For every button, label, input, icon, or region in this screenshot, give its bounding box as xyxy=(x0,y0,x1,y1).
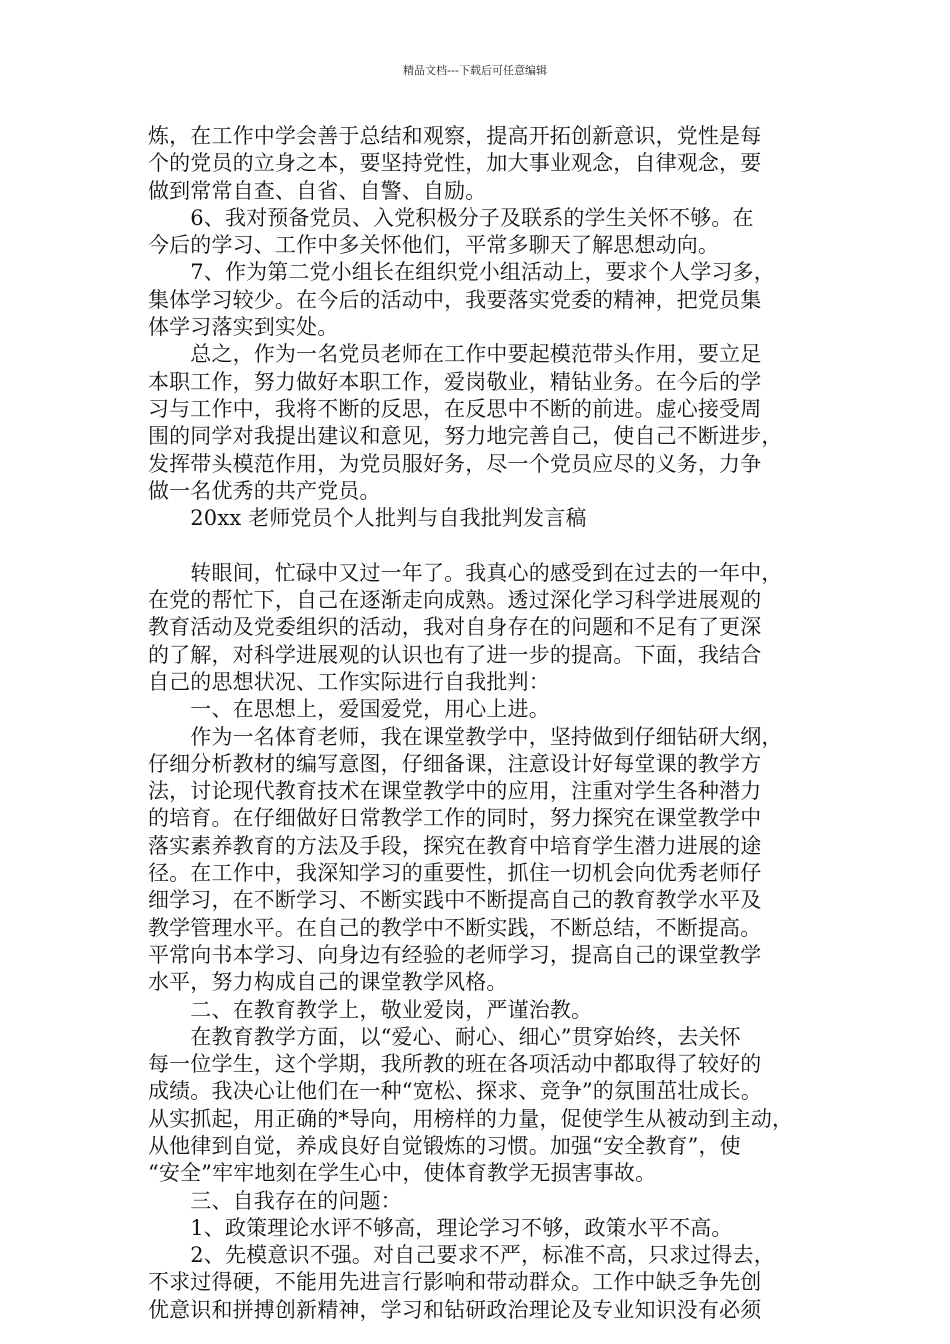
text-line: 做到常常自查、自省、自警、自励。 xyxy=(148,178,487,203)
text-line: 炼，在工作中学会善于总结和观察，提高开拓创新意识，党性是每 xyxy=(148,124,762,148)
text-line: “安全”牢牢地刻在学生心中，使体育教学无损害事故。 xyxy=(148,1161,657,1186)
text-line: 法，讨论现代教育技术在课堂教学中的应用，注重对学生各种潜力 xyxy=(148,779,762,804)
text-line: 平常向书本学习、向身边有经验的老师学习，提高自己的课堂教学 xyxy=(148,942,762,967)
text-line: 水平，努力构成自己的课堂教学风格。 xyxy=(148,970,508,995)
text-line: 1、政策理论水评不够高，理论学习不够，政策水平不高。 xyxy=(148,1215,733,1240)
text-line: 一、在思想上，爱国爱党，用心上进。 xyxy=(148,697,550,722)
page-header: 精品文档---下载后可任意编辑 xyxy=(403,64,547,77)
text-line: 习与工作中，我将不断的反思，在反思中不断的前进。虚心接受周 xyxy=(148,396,762,421)
text-line: 体学习落实到实处。 xyxy=(148,315,339,340)
text-line: 作为一名体育老师，我在课堂教学中，坚持做到仔细钻研大纲， xyxy=(148,724,783,749)
text-line: 教育活动及党委组织的活动，我对自身存在的问题和不足有了更深 xyxy=(148,615,762,640)
text-line: 三、自我存在的问题： xyxy=(148,1188,402,1213)
text-line: 转眼间，忙碌中又过一年了。我真心的感受到在过去的一年中， xyxy=(148,560,783,585)
text-line: 6、我对预备党员、入党积极分子及联系的学生关怀不够。在 xyxy=(148,205,754,230)
text-line: 仔细分析教材的编写意图，仔细备课，注意设计好每堂课的教学方 xyxy=(148,751,762,776)
text-line: 个的党员的立身之本，要坚持党性，加大事业观念，自律观念，要 xyxy=(148,151,762,176)
text-line: 从实抓起，用正确的*导向，用榜样的力量，促使学生从被动到主动， xyxy=(148,1106,794,1131)
text-line: 细学习，在不断学习、不断实践中不断提高自己的教育教学水平及 xyxy=(148,888,762,913)
text-line: 本职工作，努力做好本职工作，爱岗敬业，精钻业务。在今后的学 xyxy=(148,369,762,394)
document-body xyxy=(148,123,803,1324)
text-line: 总之，作为一名党员老师在工作中要起模范带头作用，要立足 xyxy=(148,342,762,367)
text-line: 每一位学生，这个学期，我所教的班在各项活动中都取得了较好的 xyxy=(148,1052,762,1077)
text-line: 二、在教育教学上，敬业爱岗，严谨治教。 xyxy=(148,997,593,1022)
text-line: 今后的学习、工作中多关怀他们，平常多聊天了解思想动向。 xyxy=(148,233,720,258)
text-line: 径。在工作中，我深知学习的重要性，抓住一切机会向优秀老师仔 xyxy=(148,861,762,886)
text-line: 不求过得硬，不能用先进言行影响和带动群众。工作中缺乏争先创 xyxy=(148,1270,762,1295)
text-line: 优意识和拼搏创新精神，学习和钻研政治理论及专业知识没有必须 xyxy=(148,1297,762,1322)
text-line: 在党的帮忙下，自己在逐渐走向成熟。透过深化学习科学进展观的 xyxy=(148,588,762,613)
text-line: 20xx 老师党员个人批判与自我批判发言稿 xyxy=(148,506,587,531)
text-line: 做一名优秀的共产党员。 xyxy=(148,478,381,503)
text-line: 的了解，对科学进展观的认识也有了进一步的提高。下面，我结合 xyxy=(148,642,762,667)
text-line: 7、作为第二党小组长在组织党小组活动上，要求个人学习多， xyxy=(148,260,775,285)
text-line: 落实素养教育的方法及手段，探究在教育中培育学生潜力进展的途 xyxy=(148,833,762,858)
text-line: 在教育教学方面，以“爱心、耐心、细心”贯穿始终，去关怀 xyxy=(148,1024,741,1049)
blank-line xyxy=(148,532,803,559)
text-line: 自己的思想状况、工作实际进行自我批判： xyxy=(148,669,550,694)
text-line: 成绩。我决心让他们在一种“宽松、探求、竞争”的氛围茁壮成长。 xyxy=(148,1079,762,1104)
text-line: 发挥带头模范作用，为党员服好务，尽一个党员应尽的义务，力争 xyxy=(148,451,762,476)
text-line: 从他律到自觉，养成良好自觉锻炼的习惯。加强“安全教育”，使 xyxy=(148,1133,741,1158)
text-line: 2、先模意识不强。对自己要求不严，标准不高，只求过得去， xyxy=(148,1243,775,1268)
text-line: 集体学习较少。在今后的活动中，我要落实党委的精神，把党员集 xyxy=(148,287,762,312)
text-line: 的培育。在仔细做好日常教学工作的同时，努力探究在课堂教学中 xyxy=(148,806,762,831)
text-line: 围的同学对我提出建议和意见，努力地完善自己，使自己不断进步， xyxy=(148,424,783,449)
text-line: 教学管理水平。在自己的教学中不断实践，不断总结，不断提高。 xyxy=(148,915,762,940)
